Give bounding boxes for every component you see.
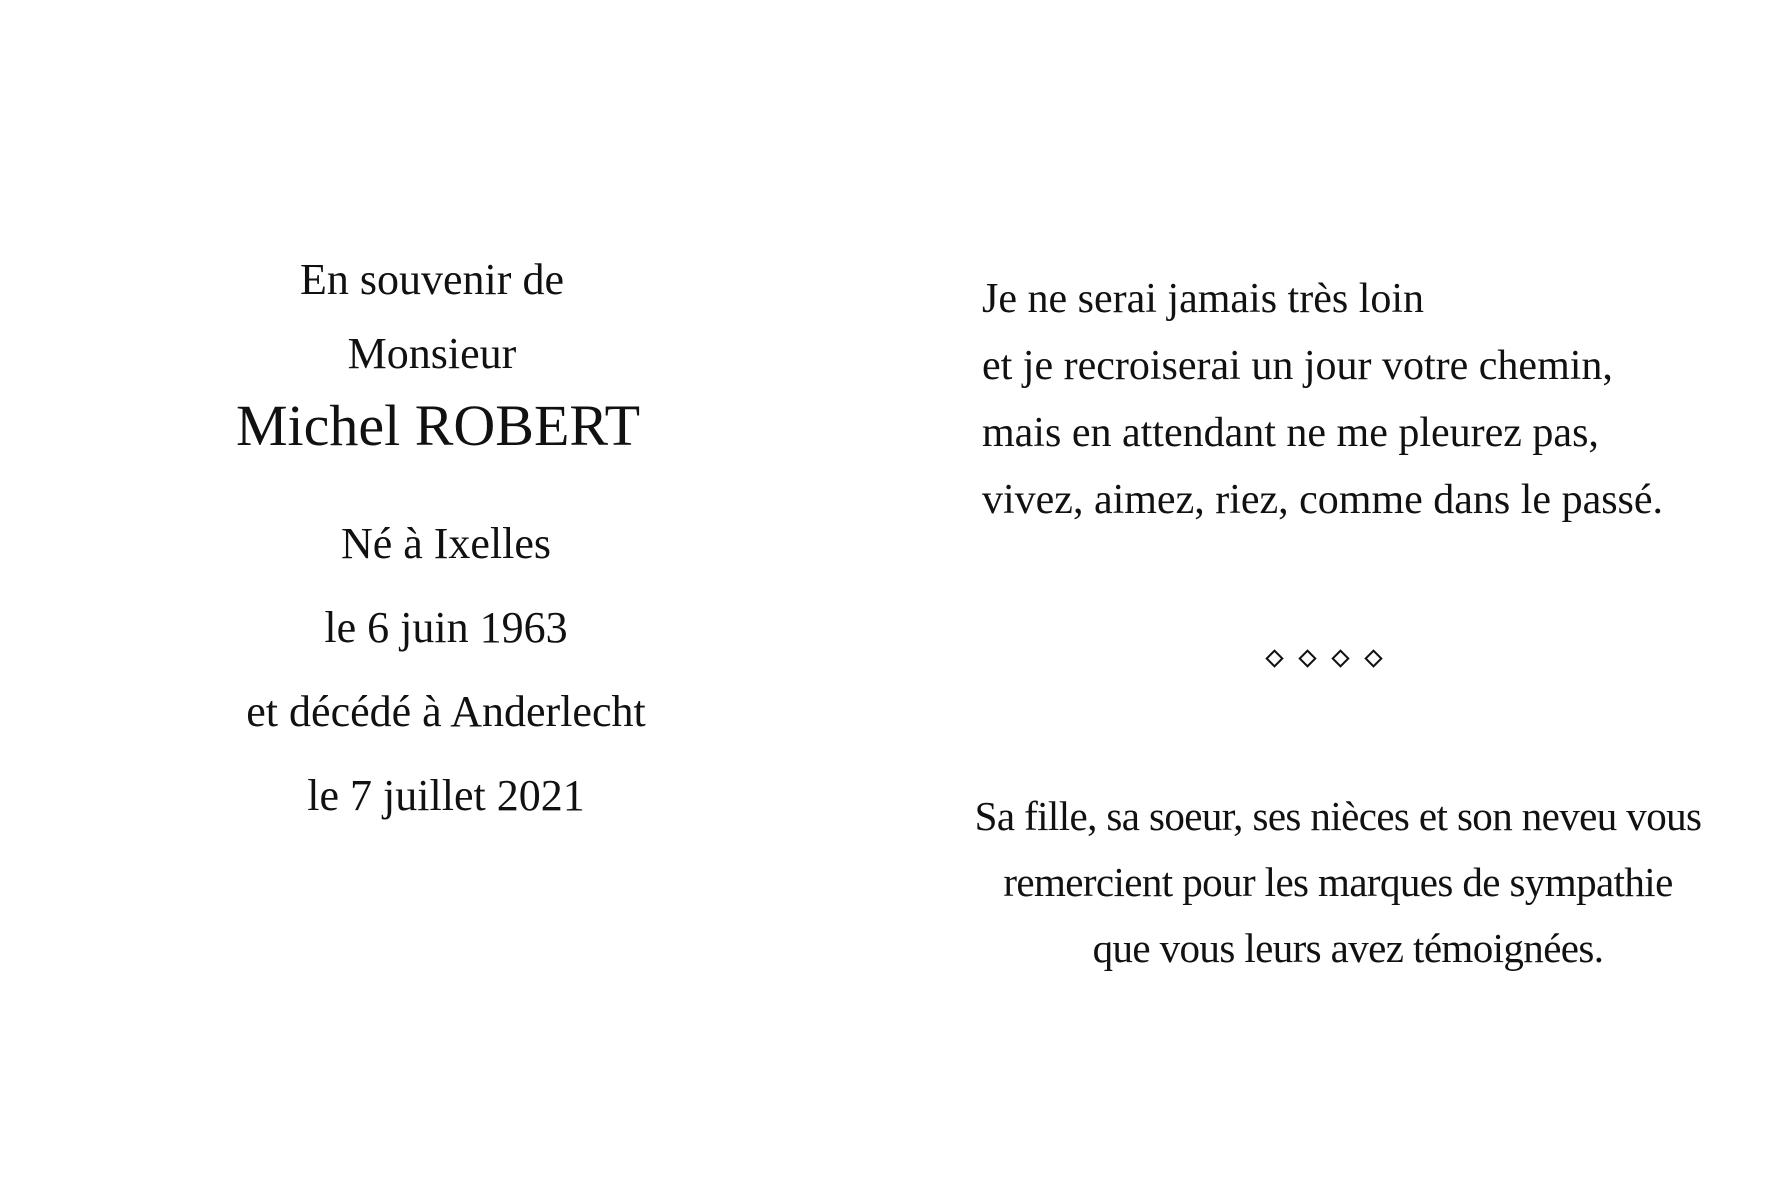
thanks-line-3: que vous leurs avez témoignées. — [1092, 925, 1604, 971]
diamond-ornament — [1268, 652, 1380, 665]
poem-line-1: Je ne serai jamais très loin — [982, 276, 1425, 322]
diamond-outline-icon — [1298, 649, 1316, 667]
deceased-name: Michel ROBERT — [235, 393, 641, 458]
birth-place-text: Né à Ixelles — [340, 519, 552, 568]
diamond-outline-icon — [1265, 649, 1283, 667]
in-memory-of-text: En souvenir de — [300, 255, 564, 304]
birth-date-text: le 6 juin 1963 — [324, 603, 568, 652]
diamond-outline-icon — [1331, 649, 1349, 667]
title-text: Monsieur — [347, 329, 517, 378]
diamond-outline-icon — [1364, 649, 1382, 667]
death-place-text: et décédé à Anderlecht — [246, 687, 646, 736]
thanks-line-1: Sa fille, sa soeur, ses nièces et son neveu vous — [974, 793, 1702, 839]
poem-line-3: mais en attendant ne me pleurez pas, — [982, 410, 1599, 456]
death-date-text: le 7 juillet 2021 — [307, 771, 585, 820]
poem-line-2: et je recroiserai un jour votre chemin, — [982, 343, 1613, 389]
poem-line-4: vivez, aimez, riez, comme dans le passé. — [982, 477, 1664, 523]
thanks-line-2: remercient pour les marques de sympathie — [1003, 859, 1673, 905]
